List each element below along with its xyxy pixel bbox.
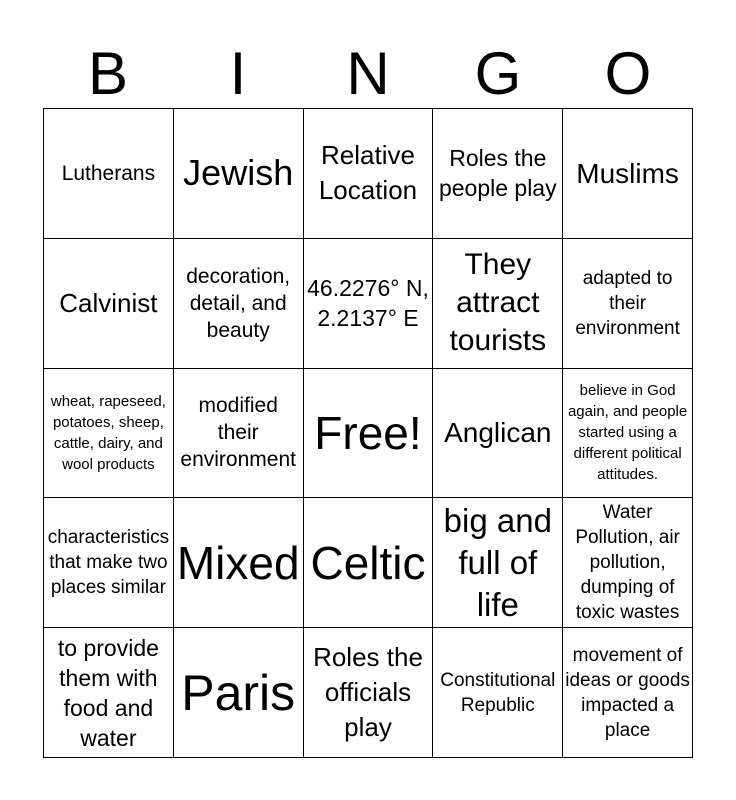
bingo-cell[interactable] xyxy=(44,239,174,369)
cell-text: big and full of life xyxy=(443,501,552,623)
bingo-grid xyxy=(43,108,693,758)
cell-text: movement of ideas or goods impacted a place xyxy=(565,644,690,741)
cell-text: Paris xyxy=(181,664,296,721)
bingo-cell[interactable] xyxy=(304,109,434,239)
bingo-cell[interactable] xyxy=(433,109,563,239)
bingo-cell[interactable] xyxy=(44,498,174,628)
header-letter-o: O xyxy=(604,40,652,107)
cell-text: characteristics that make two places similar xyxy=(47,527,170,599)
cell-text: Jewish xyxy=(183,152,294,194)
free-space-cell[interactable] xyxy=(304,369,434,499)
bingo-cell[interactable] xyxy=(433,628,563,758)
header-letter-n: N xyxy=(346,40,390,107)
header-letter-g: G xyxy=(474,40,522,107)
cell-text: wheat, rapeseed, potatoes, sheep, cattle, dairy, and wool products xyxy=(50,392,166,473)
bingo-cell[interactable] xyxy=(304,498,434,628)
bingo-cell[interactable] xyxy=(433,498,563,628)
bingo-cell[interactable] xyxy=(304,628,434,758)
header-letter-i: I xyxy=(229,40,247,107)
bingo-cell[interactable] xyxy=(433,239,563,369)
cell-text: Constitutional Republic xyxy=(440,669,556,716)
bingo-cell[interactable] xyxy=(44,109,174,239)
cell-text: Roles the people play xyxy=(438,145,557,202)
cell-text: Lutherans xyxy=(61,161,156,185)
cell-text: Calvinist xyxy=(59,287,158,318)
bingo-cell[interactable] xyxy=(433,369,563,499)
bingo-cell[interactable] xyxy=(174,369,304,499)
bingo-cell[interactable] xyxy=(44,628,174,758)
cell-text: Roles the officials play xyxy=(313,642,423,743)
cell-text: Muslims xyxy=(576,157,679,189)
cell-text: 46.2276° N, 2.2137° E xyxy=(307,275,429,332)
cell-text: Celtic xyxy=(310,536,426,589)
bingo-header xyxy=(43,40,693,108)
cell-text: modified their environment xyxy=(180,394,296,472)
cell-text: to provide them with food and water xyxy=(57,634,159,751)
bingo-cell[interactable] xyxy=(563,628,693,758)
bingo-cell[interactable] xyxy=(174,628,304,758)
bingo-cell[interactable] xyxy=(563,239,693,369)
cell-text: Anglican xyxy=(444,417,552,449)
cell-text: believe in God again, and people started using a different political attitudes. xyxy=(567,382,688,484)
bingo-cell[interactable] xyxy=(563,498,693,628)
cell-text: Relative Location xyxy=(318,140,418,206)
bingo-cell[interactable] xyxy=(44,369,174,499)
bingo-cell[interactable] xyxy=(304,239,434,369)
header-letter-b: B xyxy=(87,40,129,107)
free-space-text: Free! xyxy=(314,406,422,459)
bingo-cell[interactable] xyxy=(563,109,693,239)
cell-text: decoration, detail, and beauty xyxy=(186,264,291,342)
bingo-cell[interactable] xyxy=(174,109,304,239)
bingo-cell[interactable] xyxy=(174,498,304,628)
cell-text: Mixed xyxy=(176,536,300,589)
cell-text: They attract tourists xyxy=(449,248,547,358)
cell-text: Water Pollution, air pollution, dumping of toxic wastes xyxy=(575,502,680,624)
bingo-cell[interactable] xyxy=(563,369,693,499)
bingo-cell[interactable] xyxy=(174,239,304,369)
cell-text: adapted to their environment xyxy=(575,267,680,339)
